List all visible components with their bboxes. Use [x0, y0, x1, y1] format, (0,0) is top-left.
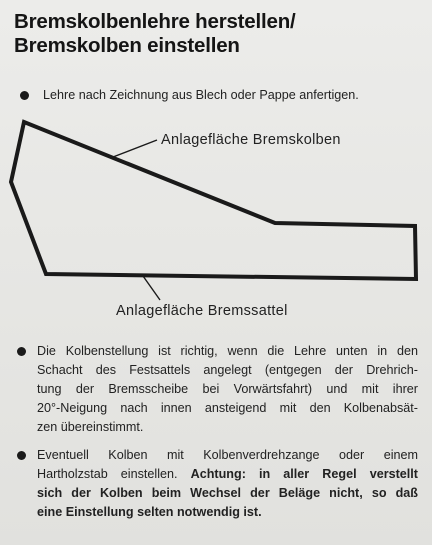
bullet-text-3 [37, 446, 418, 522]
bullet-3-line-4: eine Einstellung selten notwendig ist. [37, 505, 262, 519]
page-title [14, 10, 424, 58]
gauge-drawing [0, 110, 432, 330]
bullet-text-2 [37, 342, 418, 437]
label-bremskolben: Anlagefläche Bremskolben [161, 132, 341, 148]
bullet-2-line-2: Schacht des Festsattels angelegt (entgegen der Drehrich- [37, 363, 418, 377]
bullet-dot-icon [20, 91, 29, 100]
bullet-3-line-1: Eventuell Kolben mit Kolbenverdrehzange oder einem [37, 448, 418, 462]
bullet-3-line-2-plain: Hartholzstab einstellen. [37, 467, 178, 481]
bullet-item-2 [14, 342, 424, 442]
bullet-2-line-5: zen übereinstimmt. [37, 420, 144, 434]
leader-line-top [113, 140, 157, 157]
bullet-2-line-4: 20°-Neigung nach innen ansteigend mit den Kolbenabsät- [37, 401, 418, 415]
bullet-item-3 [14, 446, 424, 536]
bullet-2-line-1: Die Kolbenstellung ist richtig, wenn die Lehre unten in den [37, 344, 418, 358]
bullet-3-line-2 [37, 465, 418, 484]
title-line-2: Bremskolben einstellen [14, 34, 240, 57]
title-line-1: Bremskolbenlehre herstellen/ [14, 10, 296, 33]
leader-line-bottom [143, 276, 160, 300]
bullet-3-line-2-bold: Achtung: in aller Regel verstellt [190, 467, 419, 481]
bullet-text-1: Lehre nach Zeichnung aus Blech oder Pappe anfertigen. [43, 88, 359, 102]
bullet-3-line-3: sich der Kolben beim Wechsel der Beläge nicht, so daß [37, 486, 418, 500]
label-bremssattel: Anlagefläche Bremssattel [116, 303, 288, 319]
bullet-item-1 [14, 86, 424, 106]
bullet-dot-icon [17, 347, 26, 356]
bullet-dot-icon [17, 451, 26, 460]
bullet-2-line-3: tung der Bremsscheibe bei Vorwärtsfahrt) und mit ihrer [37, 382, 418, 396]
